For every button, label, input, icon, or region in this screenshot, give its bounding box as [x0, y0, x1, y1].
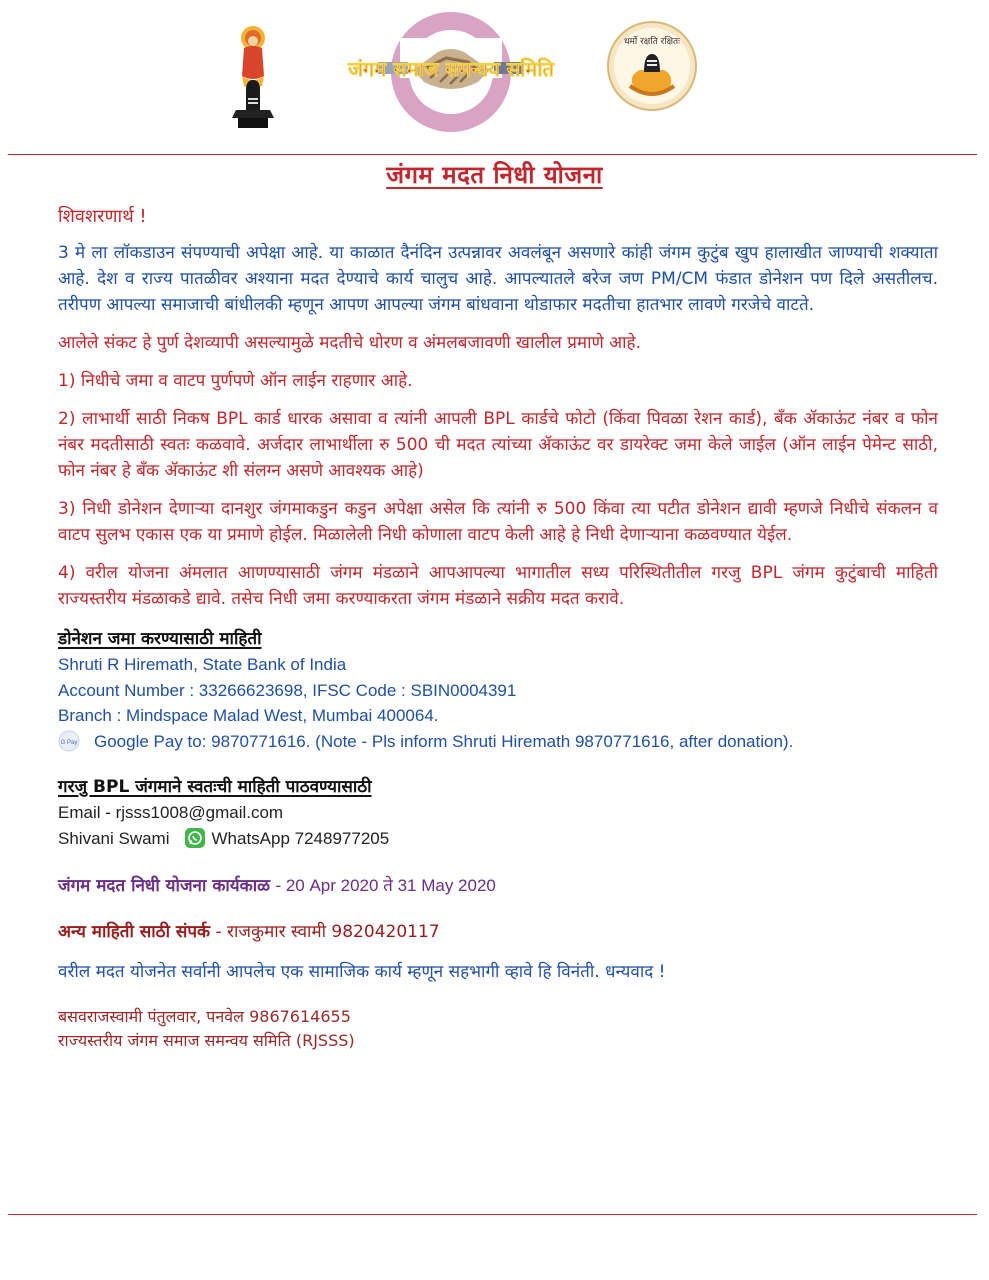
- logo-text: जंगम समाज समन्वय समिति: [348, 57, 554, 81]
- donation-heading: डोनेशन जमा करण्यासाठी माहिती: [58, 629, 262, 649]
- page-title-text: जंगम मदत निधी योजना: [386, 161, 603, 189]
- seal-logo-icon: [606, 20, 698, 112]
- bottom-divider: [8, 1214, 977, 1215]
- gpay-text: Google Pay to: 9870771616. (Note - Pls inform Shruti Hiremath 9870771616, after donation).: [94, 731, 794, 751]
- header-logos: [0, 0, 989, 150]
- signature-line-1: बसवराजस्वामी पंतुलवार, पनवेल 9867614655: [58, 1007, 351, 1026]
- scheme-period-label: जंगम मदत निधी योजना कार्यकाळ: [58, 876, 271, 896]
- contact-label: अन्य माहिती साठी संपर्क: [58, 922, 211, 942]
- whatsapp-icon: [184, 827, 206, 849]
- google-pay-badge-text: G Pay: [60, 740, 78, 747]
- contact-line: [58, 919, 938, 945]
- contact-value: - राजकुमार स्वामी 9820420117: [215, 922, 440, 942]
- gpay-row: [58, 729, 938, 755]
- thanks-line: वरील मदत योजनेत सर्वानी आपलेच एक सामाजिक कार्य म्हणून सहभागी व्हावे हि विनंती. धन्यवाद !: [58, 962, 666, 982]
- seal-text: धर्मो रक्षति रक्षितः: [624, 37, 680, 47]
- intro-paragraph: 3 मे ला लॉकडाउन संपण्याची अपेक्षा आहे. या काळात दैनंदिन उत्पन्नावर अवलंबून असणारे कांही जंगम कुटुंब खुप हालाखीत जाण्याची शक्याता आहे. देश व राज्य पातळीवर अश्याना मदत देण्याचे कार्य चालुच आहे. आपल्यातले बरेज जण PM/CM फंडात डोनेशन पण दिले असतीलच. तरीपण आपल्या समाजाची बांधीलकी म्हणून आपण आपल्या जंगम बांधवाना थोडाफार मदतीचा हातभार लावणे गरजेचे वाटते.: [58, 243, 938, 315]
- bpl-whatsapp: WhatsApp 7248977205: [211, 828, 390, 848]
- point-2: 2) लाभार्थी साठी निकष BPL कार्ड धारक असावा व त्यांनी आपली BPL कार्डचे फोटो (किंवा पिवळा रेशन कार्ड), बॅंक ॲकाऊंट नंबर व फोन नंबर मदतीसाठी स्वतः कळवावे. अर्जदार लाभार्थीला रु 500 ची मदत त्यांच्या ॲकाऊंट वर डायरेक्ट जमा केले जाईल (ऑन लाईन पेमेन्ट साठी, फोन नंबर हे बॅंक ॲकाऊंट शी संलग्न असणे आवश्यक आहे): [58, 409, 938, 481]
- greeting: शिवशरणार्थ !: [58, 206, 147, 227]
- donation-account-holder: Shruti R Hiremath, State Bank of India: [58, 655, 347, 674]
- bpl-contact-name: Shivani Swami: [58, 828, 170, 848]
- page-title: [0, 158, 989, 191]
- donation-branch: Branch : Mindspace Malad West, Mumbai 400064.: [58, 706, 439, 725]
- deity-shivling-icon: [228, 24, 278, 132]
- bpl-heading: गरजु BPL जंगमाने स्वतःची माहिती पाठवण्यासाठी: [58, 777, 372, 797]
- whatsapp-row: [58, 826, 938, 852]
- point-1: 1) निधीचे जमा व वाटप पुर्णपणे ऑन लाईन राहणार आहे.: [58, 371, 413, 391]
- handshake-logo-icon: [318, 10, 584, 135]
- policy-intro: आलेले संकट हे पुर्ण देशव्यापी असल्यामुळे मदतीचे धोरण व अंमलबजावणी खालील प्रमाणे आहे.: [58, 333, 641, 353]
- bpl-email: Email - rjsss1008@gmail.com: [58, 803, 284, 822]
- google-pay-icon: [58, 730, 80, 752]
- scheme-period: [58, 873, 938, 899]
- point-4: 4) वरील योजना अंमलात आणण्यासाठी जंगम मंडळाने आपआपल्या भागातील सध्य परिस्थितीतील गरजु BPL जंगम कुटुंबाची माहिती राज्यस्तरीय मंडळाकडे द्यावे. तसेच निधी जमा करण्याकरता जंगम मंडळाने सक्रीय मदत करावे.: [58, 563, 938, 609]
- scheme-period-dates: - 20 Apr 2020 ते 31 May 2020: [275, 876, 496, 895]
- signature-line-2: राज्यस्तरीय जंगम समाज समन्वय समिति (RJSSS): [58, 1031, 355, 1050]
- document-body: [58, 204, 938, 1053]
- top-divider: [8, 154, 977, 155]
- point-3: 3) निधी डोनेशन देणाऱ्या दानशुर जंगमाकडुन कडुन अपेक्षा असेल कि त्यांनी रु 500 किंवा त्या पटीत डोनेशन द्यावी म्हणजे निधीचे संकलन व वाटप सुलभ एकास एक या प्रमाणे होईल. मिळालेली निधी कोणाला वाटप केली आहे हे निधी देणाऱ्याना कळवण्यात येईल.: [58, 499, 938, 545]
- donation-account-number: Account Number : 33266623698, IFSC Code : SBIN0004391: [58, 680, 517, 700]
